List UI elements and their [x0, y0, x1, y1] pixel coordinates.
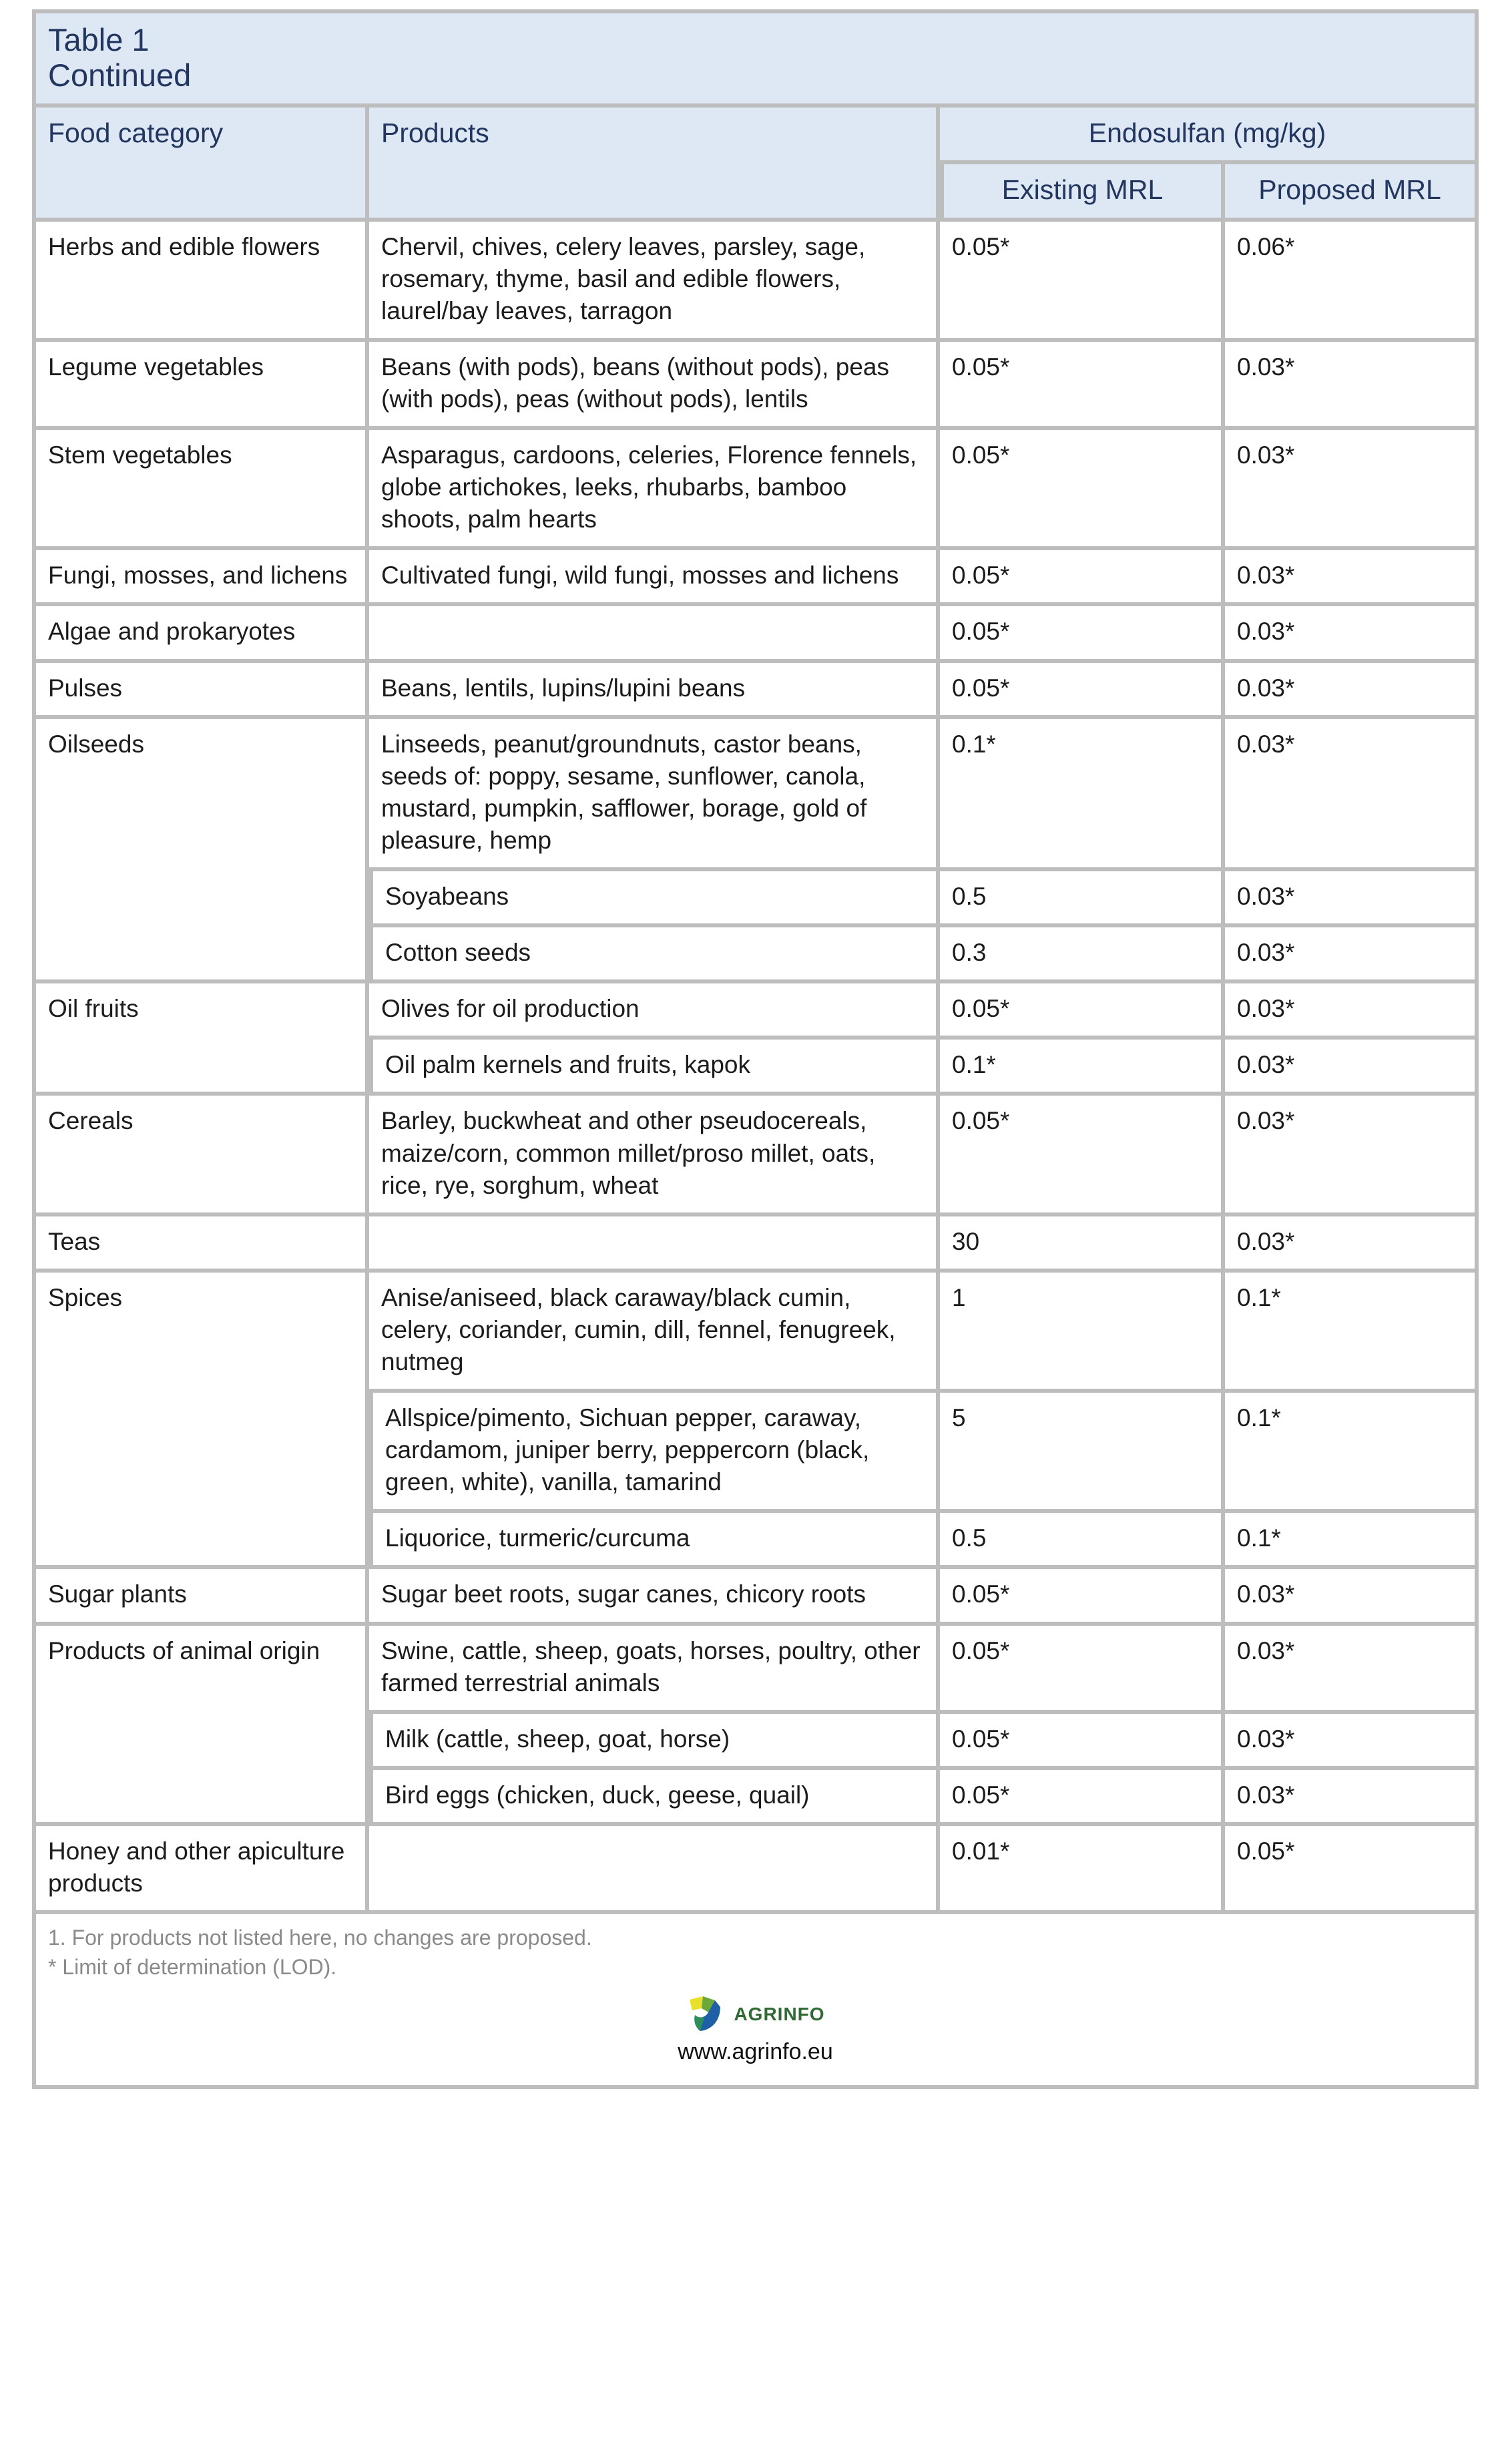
cell-food-category: Stem vegetables	[32, 430, 369, 550]
cell-products	[369, 1826, 940, 1914]
mrl-table	[32, 9, 1479, 2089]
table-title-row	[32, 9, 1479, 107]
table-row	[32, 1626, 1479, 1714]
cell-proposed-mrl: 0.03*	[1225, 871, 1479, 927]
footnote-row	[32, 1914, 1479, 2089]
cell-existing-mrl: 0.05*	[940, 663, 1225, 719]
cell-proposed-mrl: 0.03*	[1225, 550, 1479, 606]
table-title-line1: Table 1	[48, 22, 150, 57]
agrinfo-logo	[686, 1994, 824, 2035]
cell-existing-mrl: 0.05*	[940, 430, 1225, 550]
table-title-line2: Continued	[48, 57, 192, 93]
branding	[48, 1994, 1463, 2074]
cell-existing-mrl: 0.05*	[940, 1569, 1225, 1625]
cell-products: Soyabeans	[369, 871, 940, 927]
cell-existing-mrl: 0.05*	[940, 550, 1225, 606]
cell-existing-mrl: 0.05*	[940, 1714, 1225, 1770]
agrinfo-url: www.agrinfo.eu	[678, 2039, 833, 2065]
table-row	[32, 606, 1479, 662]
footnote-line-2: * Limit of determination (LOD).	[48, 1954, 337, 1979]
cell-food-category: Legume vegetables	[32, 342, 369, 430]
table-title	[32, 9, 1479, 107]
cell-products: Swine, cattle, sheep, goats, horses, poultry, other farmed terrestrial animals	[369, 1626, 940, 1714]
agrinfo-leaf-icon	[686, 1994, 728, 2035]
cell-proposed-mrl: 0.1*	[1225, 1273, 1479, 1393]
cell-products	[369, 1216, 940, 1273]
cell-products: Olives for oil production	[369, 983, 940, 1040]
table-row	[32, 222, 1479, 342]
column-header-existing-mrl: Existing MRL	[940, 164, 1225, 221]
cell-proposed-mrl: 0.03*	[1225, 663, 1479, 719]
cell-food-category: Fungi, mosses, and lichens	[32, 550, 369, 606]
table-row	[32, 1096, 1479, 1216]
cell-proposed-mrl: 0.03*	[1225, 1770, 1479, 1826]
cell-proposed-mrl: 0.1*	[1225, 1513, 1479, 1569]
table-row	[32, 1273, 1479, 1393]
cell-products	[369, 606, 940, 662]
cell-food-category: Products of animal origin	[32, 1626, 369, 1826]
cell-products: Bird eggs (chicken, duck, geese, quail)	[369, 1770, 940, 1826]
cell-proposed-mrl: 0.03*	[1225, 430, 1479, 550]
cell-existing-mrl: 0.1*	[940, 1040, 1225, 1096]
cell-proposed-mrl: 0.03*	[1225, 927, 1479, 983]
cell-food-category: Honey and other apiculture products	[32, 1826, 369, 1914]
cell-food-category: Herbs and edible flowers	[32, 222, 369, 342]
table-row	[32, 1569, 1479, 1625]
cell-existing-mrl: 30	[940, 1216, 1225, 1273]
cell-existing-mrl: 0.05*	[940, 1770, 1225, 1826]
cell-proposed-mrl: 0.06*	[1225, 222, 1479, 342]
agrinfo-wordmark: AGRINFO	[734, 2004, 825, 2025]
column-header-substance-group: Endosulfan (mg/kg)	[940, 107, 1479, 164]
cell-products: Linseeds, peanut/groundnuts, castor beans, seeds of: poppy, sesame, sunflower, canola, mustard, pumpkin, safflower, borage, gold of pleasure, hemp	[369, 719, 940, 871]
cell-products: Chervil, chives, celery leaves, parsley, sage, rosemary, thyme, basil and edible flowers, laurel/bay leaves, tarragon	[369, 222, 940, 342]
cell-food-category: Pulses	[32, 663, 369, 719]
cell-existing-mrl: 0.05*	[940, 606, 1225, 662]
cell-proposed-mrl: 0.03*	[1225, 1216, 1479, 1273]
cell-existing-mrl: 1	[940, 1273, 1225, 1393]
cell-existing-mrl: 0.1*	[940, 719, 1225, 871]
column-header-proposed-mrl: Proposed MRL	[1225, 164, 1479, 221]
cell-products: Liquorice, turmeric/curcuma	[369, 1513, 940, 1569]
column-header-food-category: Food category	[32, 107, 369, 221]
cell-products: Cultivated fungi, wild fungi, mosses and lichens	[369, 550, 940, 606]
cell-existing-mrl: 0.5	[940, 871, 1225, 927]
cell-products: Allspice/pimento, Sichuan pepper, caraway, cardamom, juniper berry, peppercorn (black, green, white), vanilla, tamarind	[369, 1393, 940, 1513]
footnote-block	[32, 1914, 1479, 2089]
cell-existing-mrl: 0.01*	[940, 1826, 1225, 1914]
cell-products: Barley, buckwheat and other pseudocereals, maize/corn, common millet/proso millet, oats, rice, rye, sorghum, wheat	[369, 1096, 940, 1216]
cell-existing-mrl: 0.05*	[940, 1096, 1225, 1216]
cell-food-category: Teas	[32, 1216, 369, 1273]
cell-proposed-mrl: 0.03*	[1225, 983, 1479, 1040]
cell-products: Milk (cattle, sheep, goat, horse)	[369, 1714, 940, 1770]
column-header-products: Products	[369, 107, 940, 221]
cell-proposed-mrl: 0.03*	[1225, 1040, 1479, 1096]
cell-food-category: Oilseeds	[32, 719, 369, 984]
cell-proposed-mrl: 0.03*	[1225, 1714, 1479, 1770]
table-row	[32, 1216, 1479, 1273]
table-row	[32, 663, 1479, 719]
cell-products: Oil palm kernels and fruits, kapok	[369, 1040, 940, 1096]
footnote-line-1: 1. For products not listed here, no changes are proposed.	[48, 1926, 592, 1950]
cell-existing-mrl: 0.05*	[940, 222, 1225, 342]
cell-proposed-mrl: 0.03*	[1225, 1626, 1479, 1714]
cell-proposed-mrl: 0.03*	[1225, 1096, 1479, 1216]
table-row	[32, 342, 1479, 430]
mrl-table-body	[32, 9, 1479, 2089]
cell-existing-mrl: 0.05*	[940, 342, 1225, 430]
cell-proposed-mrl: 0.03*	[1225, 342, 1479, 430]
cell-existing-mrl: 0.05*	[940, 1626, 1225, 1714]
cell-products: Anise/aniseed, black caraway/black cumin, celery, coriander, cumin, dill, fennel, fenugreek, nutmeg	[369, 1273, 940, 1393]
cell-products: Beans (with pods), beans (without pods), peas (with pods), peas (without pods), lentils	[369, 342, 940, 430]
cell-existing-mrl: 0.05*	[940, 983, 1225, 1040]
table-row	[32, 983, 1479, 1040]
cell-proposed-mrl: 0.05*	[1225, 1826, 1479, 1914]
cell-food-category: Oil fruits	[32, 983, 369, 1096]
cell-proposed-mrl: 0.03*	[1225, 606, 1479, 662]
cell-food-category: Cereals	[32, 1096, 369, 1216]
cell-products: Beans, lentils, lupins/lupini beans	[369, 663, 940, 719]
cell-products: Sugar beet roots, sugar canes, chicory roots	[369, 1569, 940, 1625]
cell-products: Asparagus, cardoons, celeries, Florence fennels, globe artichokes, leeks, rhubarbs, bamboo shoots, palm hearts	[369, 430, 940, 550]
table-row	[32, 430, 1479, 550]
cell-food-category: Algae and prokaryotes	[32, 606, 369, 662]
table-row	[32, 550, 1479, 606]
header-row-primary	[32, 107, 1479, 164]
table-row	[32, 1826, 1479, 1914]
cell-proposed-mrl: 0.03*	[1225, 719, 1479, 871]
cell-existing-mrl: 0.3	[940, 927, 1225, 983]
cell-existing-mrl: 5	[940, 1393, 1225, 1513]
cell-proposed-mrl: 0.1*	[1225, 1393, 1479, 1513]
cell-food-category: Sugar plants	[32, 1569, 369, 1625]
cell-products: Cotton seeds	[369, 927, 940, 983]
cell-food-category: Spices	[32, 1273, 369, 1570]
table-row	[32, 719, 1479, 871]
cell-proposed-mrl: 0.03*	[1225, 1569, 1479, 1625]
cell-existing-mrl: 0.5	[940, 1513, 1225, 1569]
